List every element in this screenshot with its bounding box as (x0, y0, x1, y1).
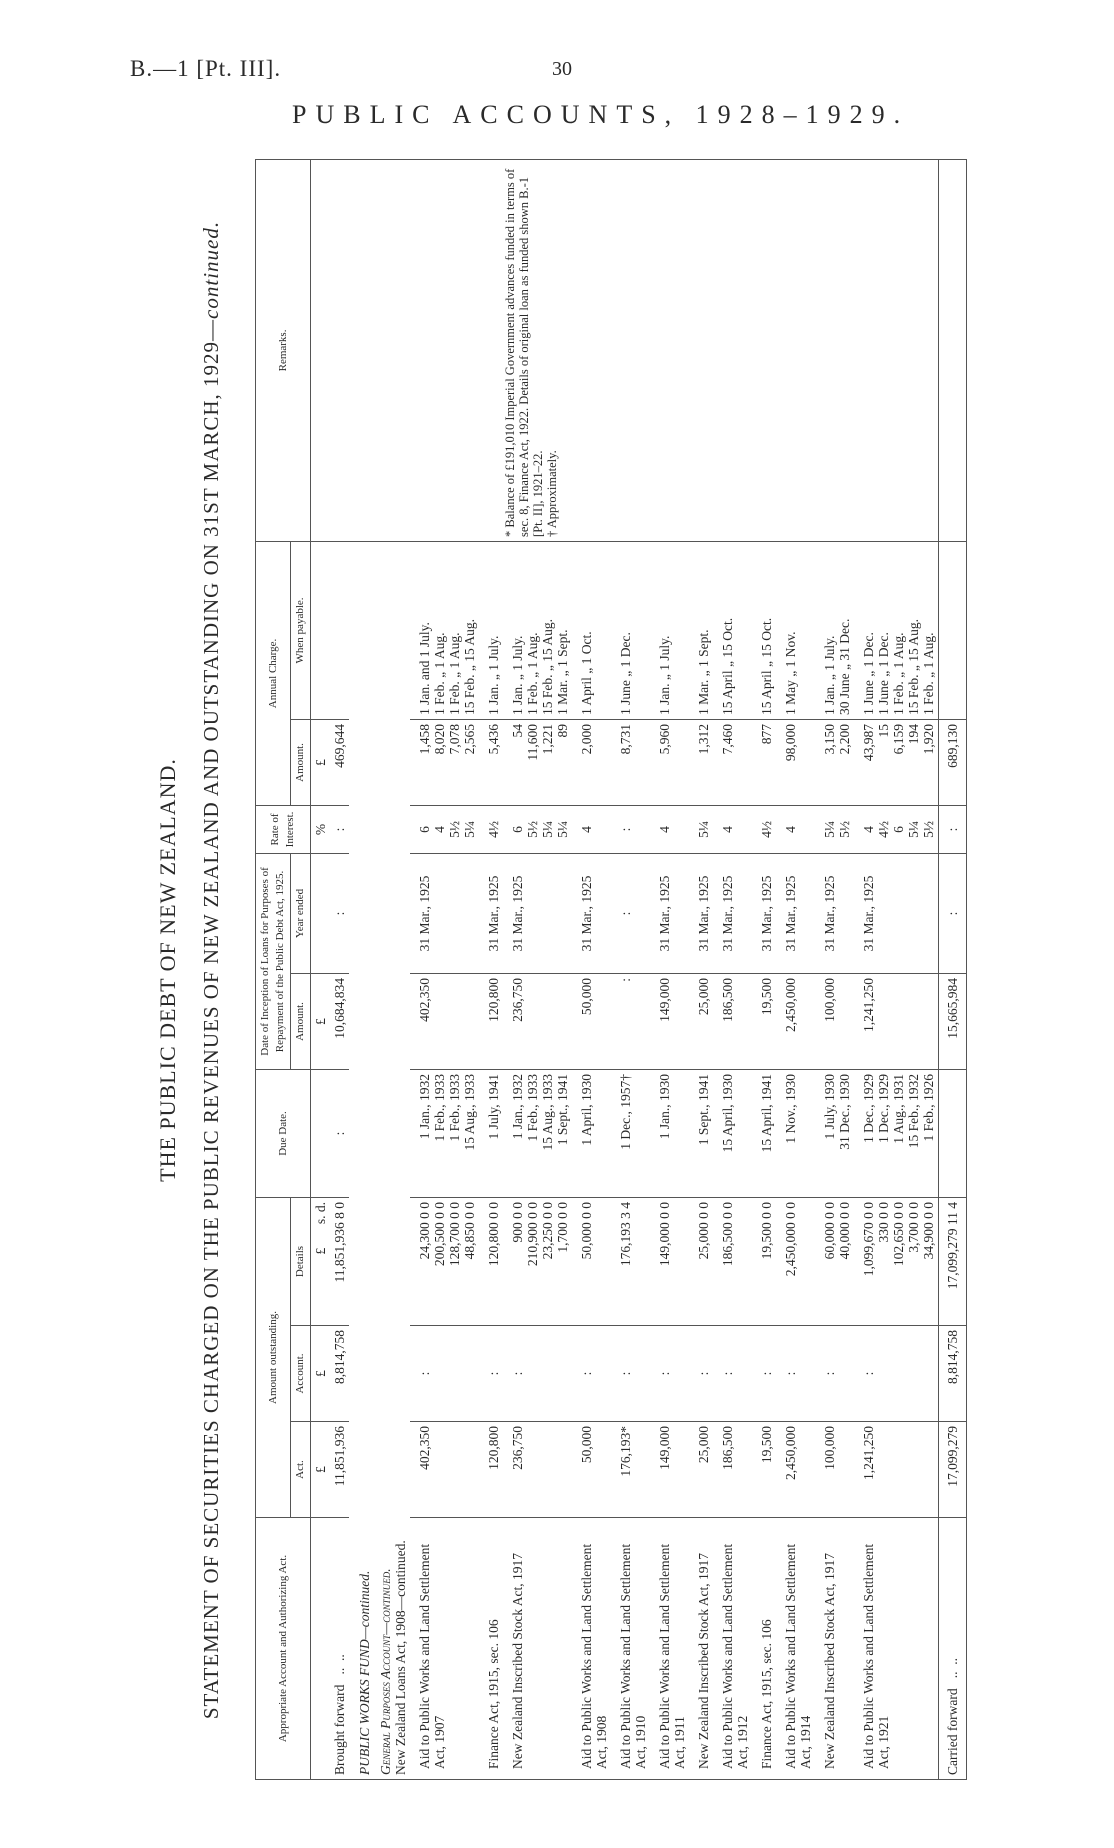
cell-amount: 1,312 (689, 719, 713, 805)
cell-details: 186,500 0 0 (713, 1197, 752, 1325)
cell-act: 149,000 (650, 1422, 689, 1518)
cell-inc-amount: 19,500 (752, 973, 776, 1069)
unit: £ (311, 973, 331, 1069)
cell-due-date: 1 April, 1930 (572, 1069, 611, 1197)
cell-inc-amount: : (611, 973, 650, 1069)
cell-amount: 98,000 (776, 719, 815, 805)
col-annual-charge: Annual Charge. (256, 541, 291, 805)
cell-rate: 4 (572, 805, 611, 853)
cell-details: 900 0 0 210,900 0 0 23,250 0 0 1,700 0 0 (503, 1197, 572, 1325)
cell-amount: 2,000 (572, 719, 611, 805)
cell-rate: 4 4½ 6 5¼ 5½ (854, 805, 939, 853)
cell-inc-amount: 25,000 (689, 973, 713, 1069)
cell-inc-year: 31 Mar., 1925 (410, 853, 479, 973)
unit: s. d. (313, 1201, 328, 1225)
statement-text: STATEMENT OF SECURITIES CHARGED ON THE PUBLIC REVENUES OF NEW ZEALAND AND OUTSTANDING ON 31ST MARCH, 1929— (199, 318, 223, 1720)
cell-inc-amount: 50,000 (572, 973, 611, 1069)
cell-details: 50,000 0 0 (572, 1197, 611, 1325)
units-row (311, 159, 331, 1779)
col-authorizing-act: Appropriate Account and Authorizing Act. (256, 1518, 311, 1780)
remark-star: * Balance of £191,010 Imperial Government advances funded in terms of sec. 8, Finance Act, 1922. Details of original loan as funded shown B.-1 [Pt. II], 1921–22. (503, 168, 545, 537)
cell-act: 2,450,000 (776, 1422, 815, 1518)
brought-forward-label: Brought forward .. .. (330, 1518, 349, 1780)
cell-label: Aid to Public Works and Land Settlement Act, 1908 (572, 1518, 611, 1780)
cell-inc-year: 31 Mar., 1925 (713, 853, 752, 973)
cell-details: 11,851,936 8 0 (330, 1197, 349, 1325)
col-inc-year: Year ended (291, 853, 311, 973)
cell-inc-amount: 120,800 (479, 973, 503, 1069)
cell-account: : (410, 1326, 479, 1422)
cell-amount: 8,731 (611, 719, 650, 805)
report-reference: B.—1 [Pt. III]. (130, 56, 282, 81)
cell-due-date: 1 Sept., 1941 (689, 1069, 713, 1197)
cell-when-payable: 1 Mar. „ 1 Sept. (689, 541, 713, 719)
cell-due-date: 1 Dec., 1957† (611, 1069, 650, 1197)
cell-when-payable: 1 May „ 1 Nov. (776, 541, 815, 719)
cell-label: Finance Act, 1915, sec. 106 (752, 1518, 776, 1780)
cell-amount: 54 11,600 1,221 89 (503, 719, 572, 805)
cell-label: Aid to Public Works and Land Settlement Act, 1914 (776, 1518, 815, 1780)
cell-amount: 7,460 (713, 719, 752, 805)
cell-account: : (611, 1326, 650, 1422)
cell-amount: 43,987 15 6,159 194 1,920 (854, 719, 939, 805)
cell-amount: 469,644 (330, 719, 349, 805)
section-title: PUBLIC WORKS FUND—continued. (357, 1570, 372, 1775)
cell-rate: : (330, 805, 349, 853)
cell-act: 186,500 (713, 1422, 752, 1518)
remark-dagger: † Approximately. (545, 450, 559, 537)
cell-amount: 1,458 8,020 7,078 2,565 (410, 719, 479, 805)
cell-label: New Zealand Inscribed Stock Act, 1917 (689, 1518, 713, 1780)
cell-rate: 4 (650, 805, 689, 853)
cell-details: 17,099,279 11 4 (939, 1197, 967, 1325)
cell-act: 236,750 (503, 1422, 572, 1518)
brought-forward-row: Brought forward .. .. 11,851,936 8,814,758 11,851,936 8 0 : 10,684,834 : : 469,644 (330, 159, 349, 1779)
cell-account: : (572, 1326, 611, 1422)
cell-details: 120,800 0 0 (479, 1197, 503, 1325)
cell-account: : (752, 1326, 776, 1422)
unit: £ (313, 1247, 328, 1255)
table-body (311, 159, 939, 1779)
carried-forward-row: Carried forward .. .. 17,099,279 8,814,758 17,099,279 11 4 15,665,984 : : 689,130 (939, 159, 967, 1779)
remarks-cell (311, 159, 939, 541)
cell-account: : (650, 1326, 689, 1422)
cell-amount: 3,150 2,200 (815, 719, 854, 805)
cell-inc-year: 31 Mar., 1925 (503, 853, 572, 973)
cell-inc-year: 31 Mar., 1925 (479, 853, 503, 973)
cell-when-payable: 15 April „ 15 Oct. (752, 541, 776, 719)
cell-rate: 4½ (479, 805, 503, 853)
cell-act: 120,800 (479, 1422, 503, 1518)
cell-act: 100,000 (815, 1422, 854, 1518)
cell-details: 149,000 0 0 (650, 1197, 689, 1325)
col-inception: Date of Inception of Loans for Purposes of Repayment of the Public Debt Act, 1925. (256, 853, 291, 1069)
cell-due-date: 1 July, 1930 31 Dec., 1930 (815, 1069, 854, 1197)
cell-act: 50,000 (572, 1422, 611, 1518)
col-rate: Rate of Interest. (256, 805, 311, 853)
cell-inc-amount: 2,450,000 (776, 973, 815, 1069)
cell-account: : (713, 1326, 752, 1422)
cell-label: Aid to Public Works and Land Settlement Act, 1911 (650, 1518, 689, 1780)
cell-inc-amount: 100,000 (815, 973, 854, 1069)
cell-details: 1,099,670 0 0 330 0 0 102,650 0 0 3,700 0 0 34,900 0 0 (854, 1197, 939, 1325)
cell-rate: 6 4 5½ 5¼ (410, 805, 479, 853)
cell-account: 8,814,758 (330, 1326, 349, 1422)
cell-act: 19,500 (752, 1422, 776, 1518)
cell-details: 24,300 0 0 200,500 0 0 128,700 0 0 48,850 0 0 (410, 1197, 479, 1325)
cell-account: : (503, 1326, 572, 1422)
cell-account: : (815, 1326, 854, 1422)
cell-amount: 5,436 (479, 719, 503, 805)
cell-account: 8,814,758 (939, 1326, 967, 1422)
col-inc-amount: Amount. (291, 973, 311, 1069)
cell-inc-year: 31 Mar., 1925 (752, 853, 776, 973)
col-details: Details (291, 1197, 311, 1325)
cell-details: 176,193 3 4 (611, 1197, 650, 1325)
cell-act: 1,241,250 (854, 1422, 939, 1518)
cell-due-date: 1 July, 1941 (479, 1069, 503, 1197)
cell-label: Aid to Public Works and Land Settlement Act, 1912 (713, 1518, 752, 1780)
cell-due-date: 1 Dec., 1929 1 Dec., 1929 1 Aug., 1931 15 Feb., 1932 1 Feb., 1926 (854, 1069, 939, 1197)
col-ann-amount: Amount. (291, 719, 311, 805)
cell-account: : (776, 1326, 815, 1422)
cell-label: Aid to Public Works and Land Settlement Act, 1907 (410, 1518, 479, 1780)
cell-inc-amount: 15,665,984 (939, 973, 967, 1069)
unit: % (311, 805, 331, 853)
cell-details: 60,000 0 0 40,000 0 0 (815, 1197, 854, 1325)
page-number: 30 (552, 58, 572, 80)
cell-rate: 4 (776, 805, 815, 853)
cell-details: 19,500 0 0 (752, 1197, 776, 1325)
cell-when-payable: 1 Jan. „ 1 July. 30 June „ 31 Dec. (815, 541, 854, 719)
unit: £ (311, 1422, 331, 1518)
cell-account: : (854, 1326, 939, 1422)
unit: £ (311, 719, 331, 805)
cell-when-payable: 1 Jan. „ 1 July. 1 Feb. „ 1 Aug. 15 Feb. „ 15 Aug. 1 Mar. „ 1 Sept. (503, 541, 572, 719)
cell-inc-year: 31 Mar., 1925 (650, 853, 689, 973)
cell-due-date: 1 Jan., 1932 1 Feb., 1933 1 Feb., 1933 15 Aug., 1933 (410, 1069, 479, 1197)
table-subtitle (199, 160, 224, 1780)
cell-inc-amount: 402,350 (410, 973, 479, 1069)
cell-act: 176,193* (611, 1422, 650, 1518)
cell-when-payable: 1 June „ 1 Dec. (611, 541, 650, 719)
cell-when-payable: 1 Jan. „ 1 July. (650, 541, 689, 719)
cell-due-date: 1 Jan., 1932 1 Feb., 1933 15 Aug., 1933 1 Sept., 1941 (503, 1069, 572, 1197)
unit (311, 1197, 331, 1325)
cell-inc-year: 31 Mar., 1925 (854, 853, 939, 973)
cell-inc-amount: 186,500 (713, 973, 752, 1069)
col-amount-outstanding: Amount outstanding. (256, 1197, 291, 1517)
cell-when-payable: 1 Jan. and 1 July. 1 Feb. „ 1 Aug. 1 Feb. „ 1 Aug. 15 Feb. „ 15 Aug. (410, 541, 479, 719)
cell-due-date: 1 Nov., 1930 (776, 1069, 815, 1197)
cell-inc-year: 31 Mar., 1925 (815, 853, 854, 973)
cell-due-date: 15 April, 1941 (752, 1069, 776, 1197)
cell-account: : (689, 1326, 713, 1422)
cell-rate: : (611, 805, 650, 853)
cell-details: 2,450,000 0 0 (776, 1197, 815, 1325)
cell-inc-year: 31 Mar., 1925 (689, 853, 713, 973)
cell-act: 25,000 (689, 1422, 713, 1518)
cell-rate: 4 (713, 805, 752, 853)
col-account: Account. (291, 1326, 311, 1422)
cell-amount: 877 (752, 719, 776, 805)
cell-label: Aid to Public Works and Land Settlement Act, 1921 (854, 1518, 939, 1780)
cell-inc-amount: 149,000 (650, 973, 689, 1069)
cell-inc-amount: 1,241,250 (854, 973, 939, 1069)
col-act: Act. (291, 1422, 311, 1518)
cell-when-payable: 1 June „ 1 Dec. 1 June „ 1 Dec. 1 Feb. „ 1 Aug. 15 Feb. „ 15 Aug. 1 Feb. „ 1 Aug. (854, 541, 939, 719)
cell-rate: 5¼ 5½ (815, 805, 854, 853)
cell-label: New Zealand Inscribed Stock Act, 1917 (815, 1518, 854, 1780)
unit: £ (311, 1326, 331, 1422)
cell-when-payable: 15 April „ 15 Oct. (713, 541, 752, 719)
public-debt-table (255, 159, 967, 1780)
cell-label: Aid to Public Works and Land Settlement Act, 1910 (611, 1518, 650, 1780)
cell-account: : (479, 1326, 503, 1422)
cell-label: New Zealand Inscribed Stock Act, 1917 (503, 1518, 572, 1780)
table-main-title: THE PUBLIC DEBT OF NEW ZEALAND. (155, 758, 180, 1182)
cell-inc-amount: 236,750 (503, 973, 572, 1069)
cell-rate: 4½ (752, 805, 776, 853)
cell-details: 25,000 0 0 (689, 1197, 713, 1325)
cell-due-date: 15 April, 1930 (713, 1069, 752, 1197)
col-when-payable: When payable. (291, 541, 311, 719)
cell-label: Finance Act, 1915, sec. 106 (479, 1518, 503, 1780)
cell-due-date: 1 Jan., 1930 (650, 1069, 689, 1197)
cell-inc-year: 31 Mar., 1925 (572, 853, 611, 973)
cell-when-payable: 1 April „ 1 Oct. (572, 541, 611, 719)
carried-forward-label: Carried forward .. .. (939, 1518, 967, 1780)
cell-act: 402,350 (410, 1422, 479, 1518)
statement-continued: continued. (199, 220, 223, 319)
cell-amount: 5,960 (650, 719, 689, 805)
cell-when-payable: 1 Jan. „ 1 July. (479, 541, 503, 719)
cell-inc-year: : (611, 853, 650, 973)
cell-act: 17,099,279 (939, 1422, 967, 1518)
col-due-date: Due Date. (256, 1069, 311, 1197)
col-remarks: Remarks. (256, 159, 311, 541)
section-loans-act: New Zealand Loans Act, 1908—continued. (393, 1540, 408, 1775)
cell-inc-amount: 10,684,834 (330, 973, 349, 1069)
cell-inc-year: 31 Mar., 1925 (776, 853, 815, 973)
cell-rate: 6 5½ 5¼ 5¼ (503, 805, 572, 853)
rotated-table-page (155, 160, 1075, 1780)
cell-amount: 689,130 (939, 719, 967, 805)
page-title: PUBLIC ACCOUNTS, 1928–1929. (292, 100, 910, 129)
cell-act: 11,851,936 (330, 1422, 349, 1518)
cell-rate: 5¼ (689, 805, 713, 853)
cell-rate: : (939, 805, 967, 853)
section-subtitle: General Purposes Account—continued. (378, 1568, 393, 1775)
